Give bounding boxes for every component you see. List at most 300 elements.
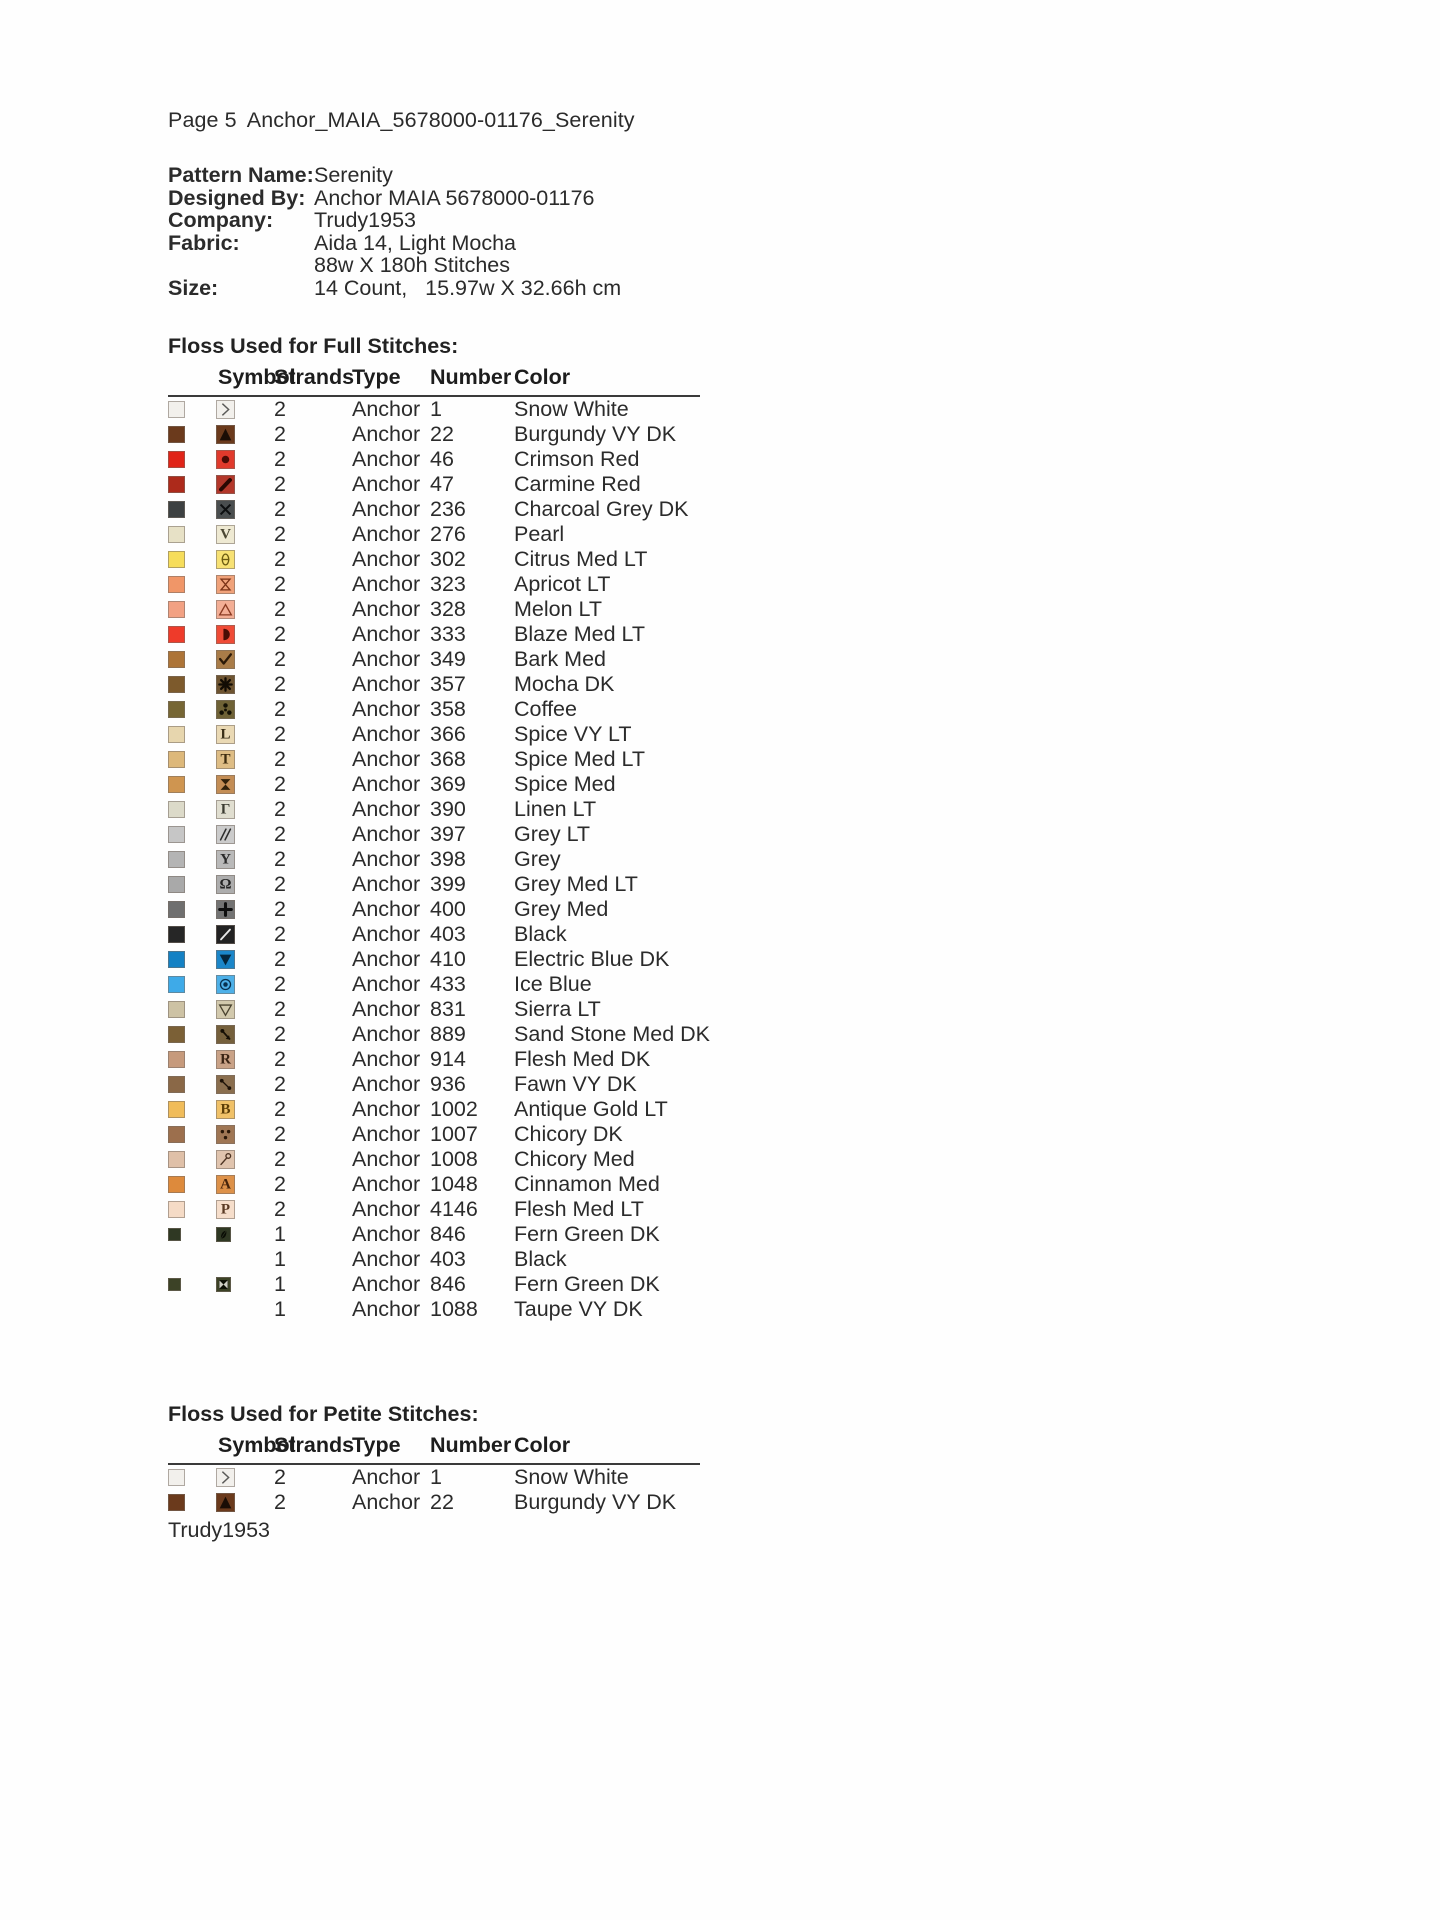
stitch-symbol-cell [216,1122,274,1147]
color-swatch-cell [168,1047,216,1072]
type-value: Anchor [352,722,421,746]
col-symbol-header: Symbol [218,365,296,389]
color-swatch-cell [168,972,216,997]
color-name-value: Citrus Med LT [514,547,648,571]
strands-value: 2 [274,622,286,646]
color-name-value: Sierra LT [514,997,601,1021]
meta-label: Designed By: [168,185,306,210]
floss-row [168,622,700,647]
letter-T-icon: T [216,750,235,769]
triangle-down-outline-icon [216,1000,235,1019]
stitch-symbol-cell [216,1022,274,1047]
meta-value: Aida 14, Light Mocha [314,230,516,255]
number-value: 4146 [430,1197,478,1221]
stitch-symbol-cell [216,822,274,847]
color-swatch-cell [168,997,216,1022]
color-name-value: Fern Green DK [514,1272,660,1296]
stitch-symbol-cell [216,747,274,772]
color-swatch-cell [168,422,216,447]
color-swatch [168,1278,181,1291]
stitch-symbol-cell [216,1272,274,1297]
color-name-value: Carmine Red [514,472,641,496]
stitch-symbol-cell [216,597,274,622]
color-name-value: Chicory Med [514,1147,635,1171]
stitch-symbol-cell [216,997,274,1022]
floss-row [168,1147,700,1172]
petite-stitches-body [168,1464,700,1515]
color-name-value: Cinnamon Med [514,1172,660,1196]
color-swatch [168,826,185,843]
color-swatch [168,576,185,593]
type-value: Anchor [352,972,421,996]
stitch-symbol-cell [216,947,274,972]
stitch-symbol-cell [216,497,274,522]
color-swatch-cell [168,497,216,522]
color-swatch [168,426,185,443]
color-name-value: Grey LT [514,822,591,846]
color-swatch [168,901,185,918]
stitch-symbol-cell [216,647,274,672]
color-swatch-cell [168,772,216,797]
number-value: 403 [430,922,466,946]
floss-row [168,1490,700,1515]
color-name-value: Electric Blue DK [514,947,670,971]
type-value: Anchor [352,572,421,596]
meta-row [168,208,868,231]
number-value: 831 [430,997,466,1021]
number-value: 358 [430,697,466,721]
letter-Y-icon: Y [216,850,235,869]
page-content [168,108,868,1543]
color-swatch-cell [168,1072,216,1097]
color-name-value: Burgundy VY DK [514,422,677,446]
col-swatch-header [168,1433,216,1461]
number-value: 936 [430,1072,466,1096]
type-value: Anchor [352,422,421,446]
leaf-solid-icon [216,1227,231,1242]
number-value: 390 [430,797,466,821]
color-swatch [168,1176,185,1193]
number-value: 1007 [430,1122,478,1146]
half-circle-icon [216,625,235,644]
pattern-meta-block [168,163,868,298]
stitch-symbol-cell [216,872,274,897]
floss-row [168,922,700,947]
number-value: 1008 [430,1147,478,1171]
checkmark-icon [216,650,235,669]
petite-stitches-title: Floss Used for Petite Stitches: [168,1402,479,1426]
color-swatch-cell [168,722,216,747]
floss-row [168,422,700,447]
meta-value: Anchor MAIA 5678000-01176 [314,185,595,210]
stitch-symbol-cell [216,1247,274,1272]
number-value: 236 [430,497,466,521]
number-value: 276 [430,522,466,546]
stitch-symbol-cell [216,922,274,947]
col-type-header: Type [352,1433,401,1457]
strands-value: 1 [274,1297,286,1321]
type-value: Anchor [352,1490,421,1514]
type-value: Anchor [352,947,421,971]
meta-value: 14 Count, 15.97w X 32.66h cm [314,275,622,300]
color-swatch [168,751,185,768]
color-swatch [168,926,185,943]
strands-value: 2 [274,872,286,896]
meta-row [168,186,868,209]
number-value: 323 [430,572,466,596]
meta-label: Pattern Name: [168,163,314,187]
number-value: 22 [430,1490,454,1514]
col-strands-header: Strands [274,1433,355,1457]
letter-V-icon: V [216,525,235,544]
bowtie-box-icon [216,1277,231,1292]
strands-value: 1 [274,1272,286,1296]
number-value: 400 [430,897,466,921]
strands-value: 2 [274,497,286,521]
color-name-value: Spice Med [514,772,616,796]
meta-value: Serenity [314,163,393,187]
color-swatch [168,601,185,618]
color-swatch-cell [168,396,216,422]
type-value: Anchor [352,1097,421,1121]
triangle-outline-icon [216,600,235,619]
color-swatch-cell [168,1464,216,1490]
stitch-symbol-cell [216,522,274,547]
number-value: 410 [430,947,466,971]
col-symbol-header: Symbol [218,1433,296,1457]
strands-value: 2 [274,897,286,921]
strands-value: 2 [274,947,286,971]
asterisk-bold-icon [216,675,235,694]
stitch-symbol-cell [216,422,274,447]
strands-value: 2 [274,922,286,946]
stitch-symbol-cell [216,1072,274,1097]
col-color-header: Color [514,1433,571,1457]
strands-value: 2 [274,447,286,471]
floss-row [168,1222,700,1247]
type-value: Anchor [352,1247,421,1271]
stitch-symbol-cell [216,447,274,472]
circle-dot-icon [216,450,235,469]
number-value: 914 [430,1047,466,1071]
color-name-value: Burgundy VY DK [514,1490,677,1514]
col-color-header: Color [514,365,571,389]
strands-value: 2 [274,422,286,446]
chevron-right-icon [216,400,235,419]
full-stitches-body [168,396,711,1322]
type-value: Anchor [352,997,421,1021]
pattern-file-name: Anchor_MAIA_5678000-01176_Serenity [246,108,635,132]
strands-value: 1 [274,1247,286,1271]
col-swatch-header [168,365,216,393]
strands-value: 2 [274,597,286,621]
color-name-value: Linen LT [514,797,597,821]
number-value: 846 [430,1222,466,1246]
number-value: 1088 [430,1297,478,1321]
color-swatch-cell [168,597,216,622]
floss-row [168,597,700,622]
number-value: 846 [430,1272,466,1296]
color-swatch [168,726,185,743]
number-value: 403 [430,1247,466,1271]
color-name-value: Spice VY LT [514,722,632,746]
color-name-value: Pearl [514,522,565,546]
number-value: 369 [430,772,466,796]
floss-row [168,647,700,672]
meta-label: Fabric: [168,230,240,255]
stitch-symbol-cell [216,797,274,822]
gamma-icon: Γ [216,800,235,819]
type-value: Anchor [352,1047,421,1071]
strands-value: 2 [274,572,286,596]
color-swatch [168,401,185,418]
stitch-symbol-cell [216,972,274,997]
color-swatch [168,1494,185,1511]
floss-row [168,1172,700,1197]
floss-row [168,472,700,497]
strands-value: 2 [274,547,286,571]
color-name-value: Spice Med LT [514,747,646,771]
color-swatch [168,451,185,468]
type-value: Anchor [352,1147,421,1171]
stitch-symbol-cell [216,1147,274,1172]
color-swatch [168,1469,185,1486]
color-name-value: Snow White [514,397,629,421]
color-name-value: Ice Blue [514,972,592,996]
dumbbell-icon [216,1075,235,1094]
floss-row [168,997,700,1022]
stitch-symbol-cell [216,672,274,697]
color-name-value: Mocha DK [514,672,615,696]
type-value: Anchor [352,822,421,846]
meta-label: Company: [168,208,274,232]
color-swatch [168,651,185,668]
col-number-header: Number [430,1433,512,1457]
type-value: Anchor [352,522,421,546]
type-value: Anchor [352,1072,421,1096]
color-swatch [168,976,185,993]
stitch-symbol-cell [216,1047,274,1072]
strands-value: 2 [274,1172,286,1196]
strands-value: 2 [274,672,286,696]
footer-author: Trudy1953 [168,1518,270,1542]
color-swatch-cell [168,1147,216,1172]
chevron-right-icon [216,1468,235,1487]
letter-A-icon: A [216,1175,235,1194]
floss-row [168,1047,700,1072]
floss-row [168,722,700,747]
strands-value: 2 [274,522,286,546]
floss-row [168,1247,700,1272]
omega-icon: Ω [216,875,235,894]
number-value: 1048 [430,1172,478,1196]
color-name-value: Fern Green DK [514,1222,660,1246]
stitch-symbol-cell [216,1097,274,1122]
page-number-label: Page 5 [168,108,237,132]
color-swatch-cell [168,1297,216,1322]
color-swatch-cell [168,1122,216,1147]
color-swatch [168,1126,185,1143]
type-value: Anchor [352,697,421,721]
floss-row [168,547,700,572]
strands-value: 2 [274,1147,286,1171]
strands-value: 2 [274,1465,286,1489]
full-stitches-title: Floss Used for Full Stitches: [168,334,459,358]
number-value: 368 [430,747,466,771]
type-value: Anchor [352,747,421,771]
color-name-value: Sand Stone Med DK [514,1022,711,1046]
color-swatch-cell [168,672,216,697]
floss-row [168,1297,700,1322]
type-value: Anchor [352,847,421,871]
color-swatch [168,676,185,693]
floss-row [168,1072,700,1097]
number-value: 22 [430,422,454,446]
color-name-value: Antique Gold LT [514,1097,668,1121]
strands-value: 2 [274,1490,286,1514]
color-swatch [168,501,185,518]
color-swatch-cell [168,647,216,672]
color-swatch [168,776,185,793]
color-name-value: Snow White [514,1465,629,1489]
strands-value: 2 [274,847,286,871]
color-swatch [168,1228,181,1241]
col-type-header: Type [352,365,401,389]
strands-value: 2 [274,1197,286,1221]
stitch-symbol-cell [216,396,274,422]
color-swatch [168,551,185,568]
slash-thick-icon [216,475,235,494]
color-swatch-cell [168,1247,216,1272]
color-name-value: Flesh Med LT [514,1197,644,1221]
color-swatch [168,876,185,893]
strands-value: 2 [274,747,286,771]
floss-row [168,497,700,522]
stitch-symbol-cell [216,572,274,597]
color-name-value: Coffee [514,697,577,721]
trefoil-icon [216,700,235,719]
full-stitches-table [168,365,711,1322]
color-name-value: Taupe VY DK [514,1297,643,1321]
floss-row [168,847,700,872]
type-value: Anchor [352,497,421,521]
color-swatch-cell [168,947,216,972]
floss-row [168,822,700,847]
stitch-symbol-cell [216,847,274,872]
floss-row [168,797,700,822]
type-value: Anchor [352,1122,421,1146]
document-header [168,108,868,133]
stitch-symbol-cell [216,722,274,747]
floss-row [168,1022,700,1047]
color-swatch-cell [168,922,216,947]
stitch-symbol-cell [216,897,274,922]
color-name-value: Grey [514,847,561,871]
strands-value: 2 [274,1022,286,1046]
stitch-symbol-cell [216,772,274,797]
type-value: Anchor [352,1172,421,1196]
floss-row [168,1122,700,1147]
stitch-symbol-cell [216,1297,274,1322]
letter-L-icon: L [216,725,235,744]
number-value: 433 [430,972,466,996]
floss-row [168,447,700,472]
strands-value: 2 [274,972,286,996]
stitch-symbol-cell [216,697,274,722]
floss-row [168,872,700,897]
number-value: 397 [430,822,466,846]
number-value: 399 [430,872,466,896]
color-swatch [168,1201,185,1218]
color-swatch [168,701,185,718]
type-value: Anchor [352,1297,421,1321]
number-value: 333 [430,622,466,646]
type-value: Anchor [352,922,421,946]
number-value: 47 [430,472,454,496]
triangle-up-icon [216,425,235,444]
floss-row [168,1272,700,1297]
floss-row [168,772,700,797]
letter-P-icon: P [216,1200,235,1219]
strands-value: 2 [274,1072,286,1096]
three-dots-icon [216,1125,235,1144]
floss-row [168,522,700,547]
number-value: 398 [430,847,466,871]
color-name-value: Apricot LT [514,572,611,596]
slash-light-icon [216,925,235,944]
color-swatch [168,1151,185,1168]
stitch-symbol-cell [216,1464,274,1490]
number-value: 366 [430,722,466,746]
strands-value: 2 [274,797,286,821]
color-swatch-cell [168,447,216,472]
floss-row [168,1097,700,1122]
type-value: Anchor [352,1222,421,1246]
petite-stitches-section [168,1402,868,1543]
key-pin-icon [216,1150,235,1169]
type-value: Anchor [352,1197,421,1221]
color-swatch-cell [168,747,216,772]
type-value: Anchor [352,797,421,821]
meta-row [168,231,868,254]
color-swatch [168,1101,185,1118]
color-swatch-cell [168,1097,216,1122]
strands-value: 2 [274,1122,286,1146]
color-swatch [168,1076,185,1093]
stitch-symbol-cell [216,1172,274,1197]
color-name-value: Melon LT [514,597,603,621]
color-swatch-cell [168,622,216,647]
color-swatch-cell [168,1222,216,1247]
color-swatch [168,1001,185,1018]
full-stitches-section [168,334,868,1322]
number-value: 889 [430,1022,466,1046]
number-value: 1002 [430,1097,478,1121]
type-value: Anchor [352,472,421,496]
color-name-value: Grey Med LT [514,872,638,896]
plus-bold-icon [216,900,235,919]
color-name-value: Crimson Red [514,447,640,471]
meta-row [168,163,868,186]
color-swatch [168,476,185,493]
type-value: Anchor [352,872,421,896]
color-name-value: Black [514,922,567,946]
floss-row [168,572,700,597]
col-strands-header: Strands [274,365,355,389]
color-swatch [168,526,185,543]
strands-value: 2 [274,722,286,746]
letter-R-icon: R [216,1050,235,1069]
